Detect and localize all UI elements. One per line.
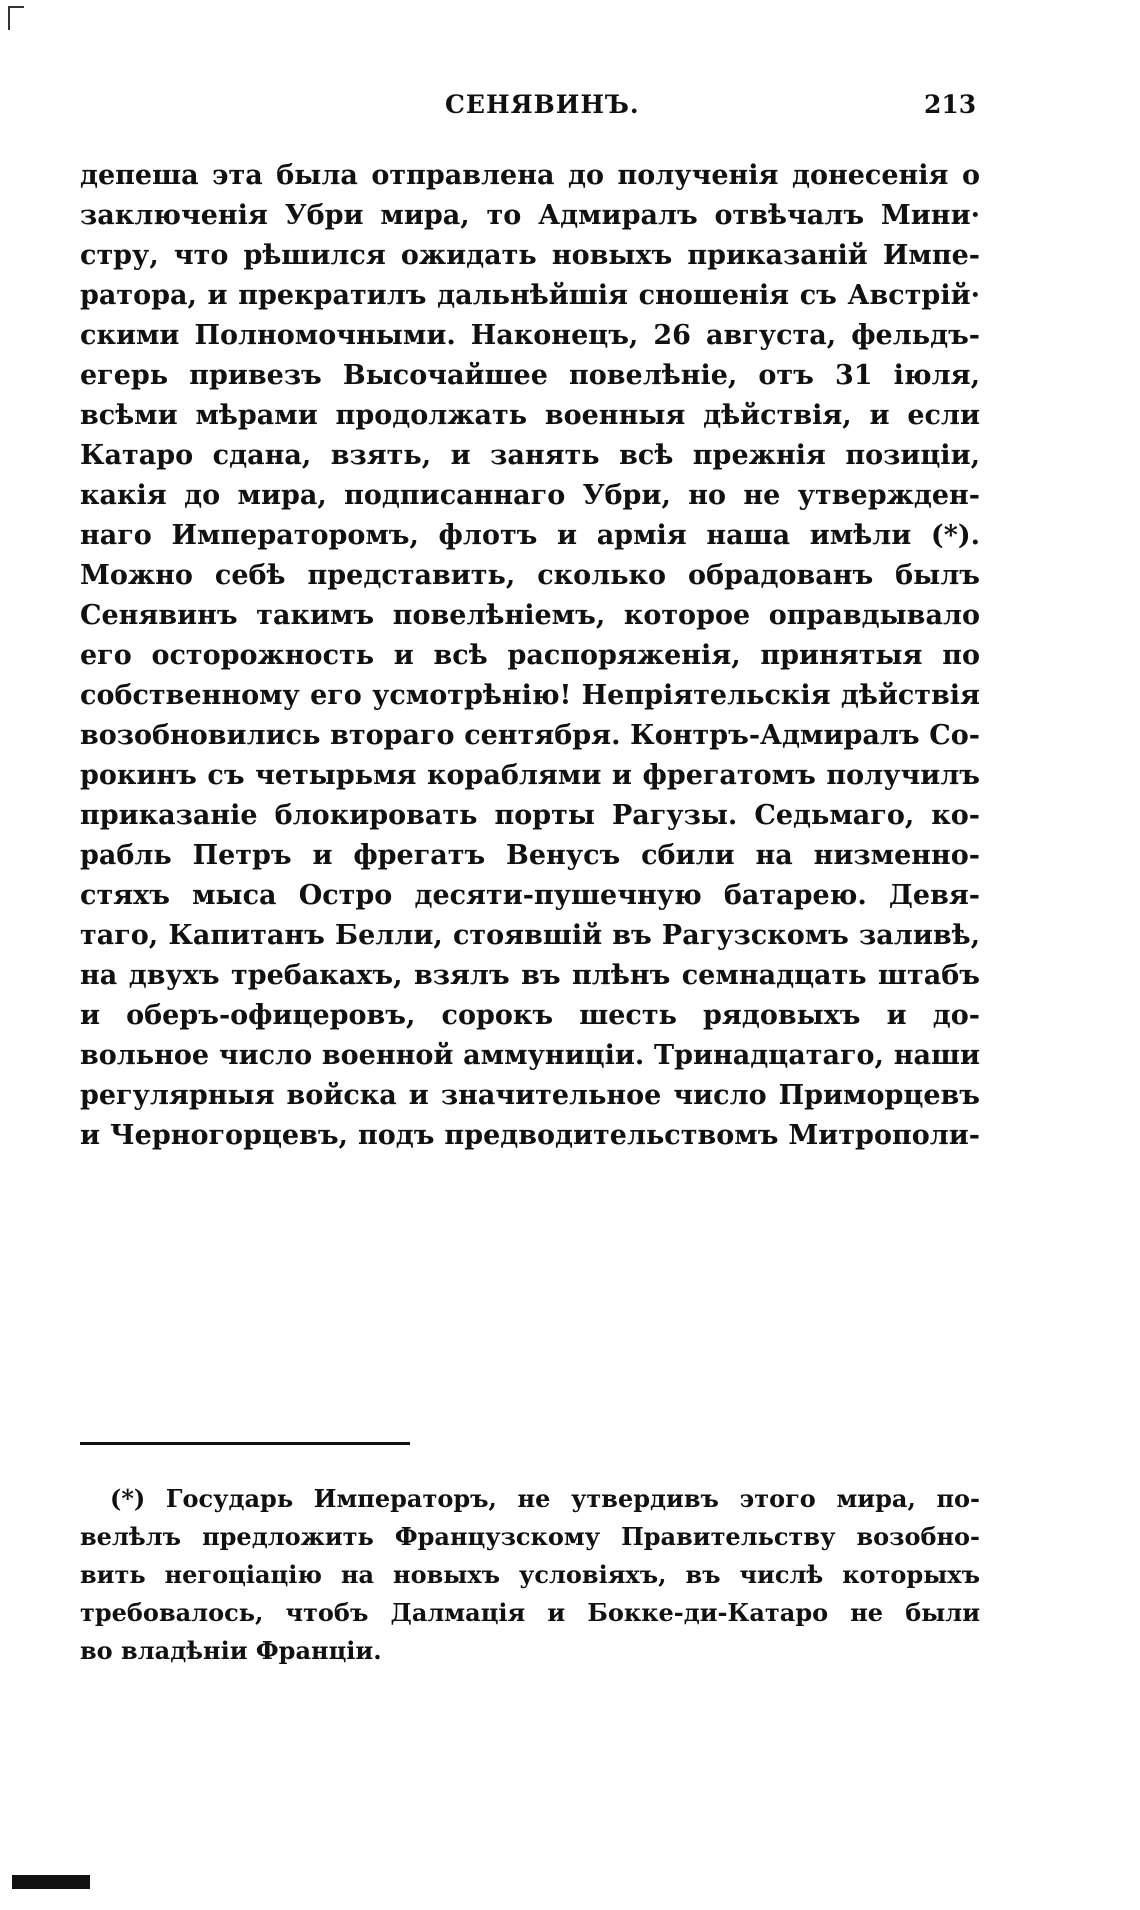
running-title: СЕНЯВИНЪ. [445,90,640,119]
body-line: ратора, и прекратилъ дальнѣйшія сношенія съ Австрій· [80,280,980,311]
body-line: какія до мира, подписаннаго Убри, но не утвержден- [80,480,980,511]
body-line: регулярныя войска и значительное число Приморцевъ [80,1080,980,1111]
footnote-line: велѣлъ предложить Французскому Правительству возобно- [80,1522,980,1551]
body-line: скими Полномочными. Наконецъ, 26 августа, фельдъ- [80,320,980,351]
scan-artifact-mark [12,1875,90,1889]
page-number: 213 [924,90,977,119]
body-line: Можно себѣ представить, сколько обрадованъ былъ [80,560,980,591]
body-line: вольное число военной аммуниціи. Тринадцатаго, наши [80,1040,980,1071]
body-line: заключенія Убри мира, то Адмиралъ отвѣчалъ Мини· [80,200,980,231]
body-line: рокинъ съ четырьмя кораблями и фрегатомъ получилъ [80,760,980,791]
body-line: стяхъ мыса Остро десяти-пушечную батарею. Девя- [80,880,980,911]
body-line: и Черногорцевъ, подъ предводительствомъ Митрополи- [80,1120,980,1151]
body-line: и оберъ-офицеровъ, сорокъ шесть рядовыхъ и до- [80,1000,980,1031]
body-line: стру, что рѣшился ожидать новыхъ приказаній Импе- [80,240,980,271]
body-line: егерь привезъ Высочайшее повелѣніе, отъ 31 іюля, [80,360,980,391]
footnote [80,1480,980,1670]
body-text [80,156,980,1156]
body-line: рабль Петръ и фрегатъ Венусъ сбили на низменно- [80,840,980,871]
footnote-separator [80,1442,410,1445]
body-line: приказаніе блокировать порты Рагузы. Седьмаго, ко- [80,800,980,831]
footnote-line: требовалось, чтобъ Далмація и Бокке-ди-Катаро не были [80,1598,980,1627]
body-line: собственному его усмотрѣнію! Непріятельскія дѣйствія [80,680,980,711]
running-head [80,90,980,130]
footnote-line: вить негоціацію на новыхъ условіяхъ, въ числѣ которыхъ [80,1560,980,1589]
body-line: его осторожность и всѣ распоряженія, принятыя по [80,640,980,671]
body-line: всѣми мѣрами продолжать военныя дѣйствія, и если [80,400,980,431]
body-line: Катаро сдана, взять, и занять всѣ прежнія позиціи, [80,440,980,471]
body-line: таго, Капитанъ Белли, стоявшій въ Рагузскомъ заливѣ, [80,920,980,951]
body-line: на двухъ требакахъ, взялъ въ плѣнъ семнадцать штабъ [80,960,980,991]
body-line: депеша эта была отправлена до полученія донесенія о [80,160,980,191]
body-line: наго Императоромъ, флотъ и армія наша имѣли (*). [80,520,980,551]
scan-corner-mark [8,6,24,30]
body-line: Сенявинъ такимъ повелѣніемъ, которое оправдывало [80,600,980,631]
footnote-line: во владѣніи Франціи. [80,1636,382,1665]
footnote-line: (*) Государь Императоръ, не утвердивъ этого мира, по- [110,1484,980,1513]
body-line: возобновились втораго сентября. Контръ-Адмиралъ Со- [80,720,980,751]
